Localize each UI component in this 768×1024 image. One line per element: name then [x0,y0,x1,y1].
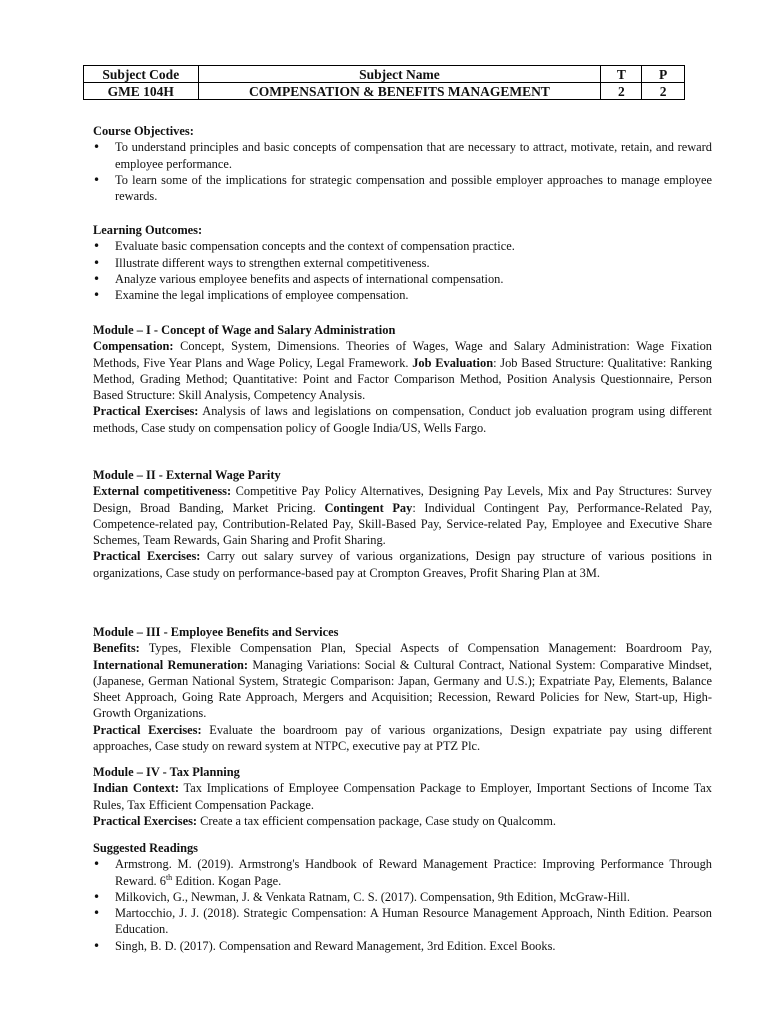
module-1-title: Module – I - Concept of Wage and Salary Administration [93,323,396,337]
subject-table-data-row [84,83,685,100]
module-3-content: Benefits: Types, Flexible Compensation Plan, Special Aspects of Compensation Management: Boardroom Pay, International Remuneration: Managing Variations: Social & Cultural Contract, National System: Comparative Mindset, (Japanese, German National System, Strategic Comparison: Japan, Germany and U.S.); Expatriate Pay, Elements, Balance Sheet Approach, Going Rate Approach, Mergers and Acquisition; Recession, Reward Policies for New, Start-up, High-Growth Organizations. [93,641,712,721]
module-3-title: Module – III - Employee Benefits and Services [93,625,339,639]
outcomes-list [93,238,712,303]
module-2-exercises: Practical Exercises: Carry out salary survey of various organizations, Design pay structure of various positions in organizations, Case study on performance-based pay at Crompton Greaves, Profit Sharing Plan at 3M. [93,549,713,580]
list-item: • Analyze various employee benefits and aspects of international compensation. [93,271,712,287]
learning-outcomes [93,222,712,303]
module-2-content: External competitiveness: Competitive Pay Policy Alternatives, Designing Pay Levels, Mix and Pay Structures: Survey Design, Broad Banding, Market Pricing. Contingent Pay: Individual Contingent Pay, Performance-Related Pay, Competence-related pay, Contribution-Related Pay, Skill-Based Pay, Service-related Pay, Employee and Executive Share Schemes, Team Rewards, Gain Sharing and Profit Sharing. [93,484,713,548]
list-item: • Examine the legal implications of employee compensation. [93,287,712,303]
learning-outcomes-title: Learning Outcomes: [93,223,203,237]
header-t: T [601,66,642,83]
header-p: P [642,66,685,83]
header-subject-code: Subject Code [84,66,199,83]
subject-table [83,65,685,100]
objectives-list [93,139,712,204]
module-1-exercises: Practical Exercises: Analysis of laws and legislations on compensation, Conduct job evaluation program using different methods, Case study on compensation policy of Google India/US, Wells Fargo. [93,404,712,435]
module-3-exercises: Practical Exercises: Evaluate the boardroom pay of various organizations, Design expatriate pay using different approaches, Case study on reward system at NTPC, executive pay at PTZ Plc. [93,722,712,754]
module-1 [93,322,712,436]
list-item: • Martocchio, J. J. (2018). Strategic Compensation: A Human Resource Management Approach, Ninth Edition. Pearson Education. [93,905,712,938]
list-item: • To understand principles and basic concepts of compensation that are necessary to attract, motivate, retain, and reward employee performance. [93,139,712,172]
list-item: • Singh, B. D. (2017). Compensation and Reward Management, 3rd Edition. Excel Books. [93,938,712,954]
module-4-title: Module – IV - Tax Planning [93,765,240,779]
module-2 [93,467,712,581]
course-objectives-title: Course Objectives: [93,124,194,138]
subject-code-value: GME 104H [84,83,199,100]
module-2-title: Module – II - External Wage Parity [93,468,281,482]
module-4 [93,764,712,829]
p-value: 2 [642,83,685,100]
module-1-content: Compensation: Concept, System, Dimensions. Theories of Wages, Wage and Salary Administration: Wage Fixation Methods, Five Year Plans and Wage Policy, Legal Framework. Job Evaluation: Job Based Structure: Qualitative: Ranking Method, Grading Method; Quantitative: Point and Factor Comparison Method, Position Analysis Questionnaire, Person Based Structure: Skill Analysis, Competency Analysis. [93,339,713,403]
list-item: • Armstrong. M. (2019). Armstrong's Handbook of Reward Management Practice: Improving Performance Through Reward. 6th Edition. Kogan Page. [93,856,712,889]
module-4-content: Indian Context: Tax Implications of Employee Compensation Package to Employer, Important Sections of Income Tax Rules, Tax Efficient Compensation Package. [93,781,712,812]
t-value: 2 [601,83,642,100]
subject-table-header-row [84,66,685,83]
list-item: • Illustrate different ways to strengthen external competitiveness. [93,255,712,271]
subject-name-value: COMPENSATION & BENEFITS MANAGEMENT [198,83,601,100]
course-objectives [93,123,712,204]
module-3 [93,624,712,754]
list-item: • Evaluate basic compensation concepts and the context of compensation practice. [93,238,712,254]
list-item: • To learn some of the implications for strategic compensation and possible employer approaches to manage employee rewards. [93,172,712,205]
suggested-readings [93,840,712,954]
list-item: • Milkovich, G., Newman, J. & Venkata Ratnam, C. S. (2017). Compensation, 9th Edition, McGraw-Hill. [93,889,712,905]
readings-list [93,856,712,954]
module-4-exercises: Practical Exercises: Create a tax efficient compensation package, Case study on Qualcomm. [93,813,556,828]
suggested-readings-title: Suggested Readings [93,841,198,855]
header-subject-name: Subject Name [198,66,601,83]
